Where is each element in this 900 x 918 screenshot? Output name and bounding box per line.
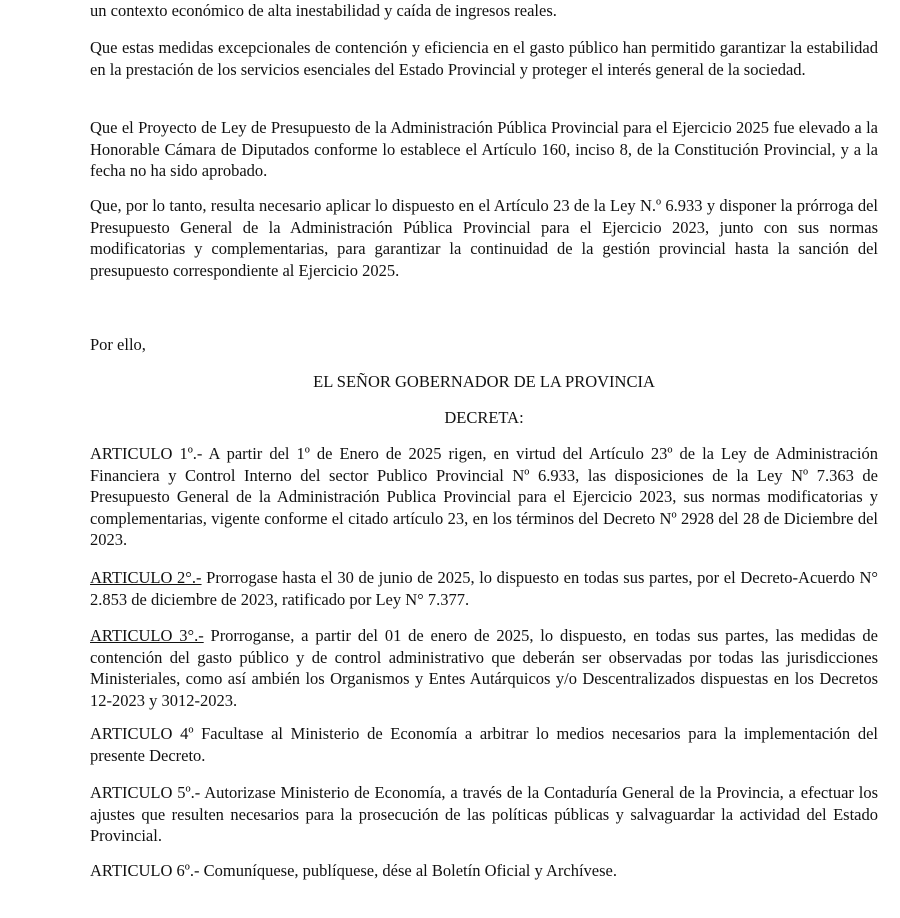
paragraph-considerando-3: Que, por lo tanto, resulta necesario aplicar lo dispuesto en el Artículo 23 de la Ley N.º 6.933 y disponer la prórroga del Presupuesto General de la Administración Pública Provincial para el Ejercicio 2023, junto con sus normas modificatorias y complementarias, para garantizar la continuidad de la gestión provincial hasta la sanción del presupuesto correspondiente al Ejercicio 2025. (90, 196, 878, 280)
governor-heading: EL SEÑOR GOBERNADOR DE LA PROVINCIA (313, 372, 655, 391)
article-1-text: A partir del 1º de Enero de 2025 rigen, en virtud del Artículo 23º de la Ley de Administración Financiera y Control Interno del sector Publico Provincial Nº 6.933, las disposiciones de la Ley Nº 7.363 de Presupuesto General de la Administración Publica Provincial para el Ejercicio 2023, sus normas modificatorias y complementarias, vigente conforme el citado artículo 23, en los términos del Decreto Nº 2928 del 28 de Diciembre del 2023. (90, 444, 878, 549)
paragraph-considerando-1: Que estas medidas excepcionales de contención y eficiencia en el gasto público han permitido garantizar la estabilidad en la prestación de los servicios esenciales del Estado Provincial y proteger el interés general de la sociedad. (90, 38, 878, 79)
article-1-label: ARTICULO 1º.- (90, 444, 203, 463)
article-4 (90, 723, 878, 766)
article-5-label: ARTICULO 5º.- (90, 783, 201, 802)
article-1 (90, 443, 878, 551)
article-3-label: ARTICULO 3°.- (90, 626, 204, 645)
article-3 (90, 625, 878, 711)
article-5-text: Autorizase Ministerio de Economía, a través de la Contaduría General de la Provincia, a efectuar los ajustes que resulten necesarios para la prosecución de las políticas públicas y salvaguardar la actividad del Estado Provincial. (90, 783, 879, 845)
article-6-text: Comuníquese, publíquese, dése al Boletín Oficial y Archívese. (199, 861, 617, 880)
article-4-text: Facultase al Ministerio de Economía a arbitrar lo medios necesarios para la implementación del presente Decreto. (90, 724, 878, 765)
article-6-label: ARTICULO 6º.- (90, 861, 200, 880)
article-2-label: ARTICULO 2°.- (90, 568, 202, 587)
decreta-heading: DECRETA: (444, 408, 524, 427)
article-5 (90, 782, 878, 847)
article-3-text: Prorroganse, a partir del 01 de enero de 2025, lo dispuesto, en todas sus partes, las medidas de contención del gasto público y de control administrativo que deberán ser observadas por todas las jurisdicciones Ministeriales, como así ambién los Organismos y Entes Autárquicos y/o Descentralizados dispuestas en los Decretos 12-2023 y 3012-2023. (90, 626, 878, 710)
article-6 (90, 860, 878, 882)
article-2-text: Prorrogase hasta el 30 de junio de 2025, lo dispuesto en todas sus partes, por el Decreto-Acuerdo N° 2.853 de diciembre de 2023, ratificado por Ley N° 7.377. (90, 568, 878, 609)
paragraph-considerando-2: Que el Proyecto de Ley de Presupuesto de la Administración Pública Provincial para el Ejercicio 2025 fue elevado a la Honorable Cámara de Diputados conforme lo establece el Artículo 160, inciso 8, de la Constitución Provincial, y a la fecha no ha sido aprobado. (90, 118, 878, 180)
article-2 (90, 567, 878, 610)
article-4-label: ARTICULO 4º (90, 724, 194, 743)
por-ello-text: Por ello, (90, 335, 146, 354)
paragraph-intro-end: un contexto económico de alta inestabilidad y caída de ingresos reales. (90, 1, 557, 20)
